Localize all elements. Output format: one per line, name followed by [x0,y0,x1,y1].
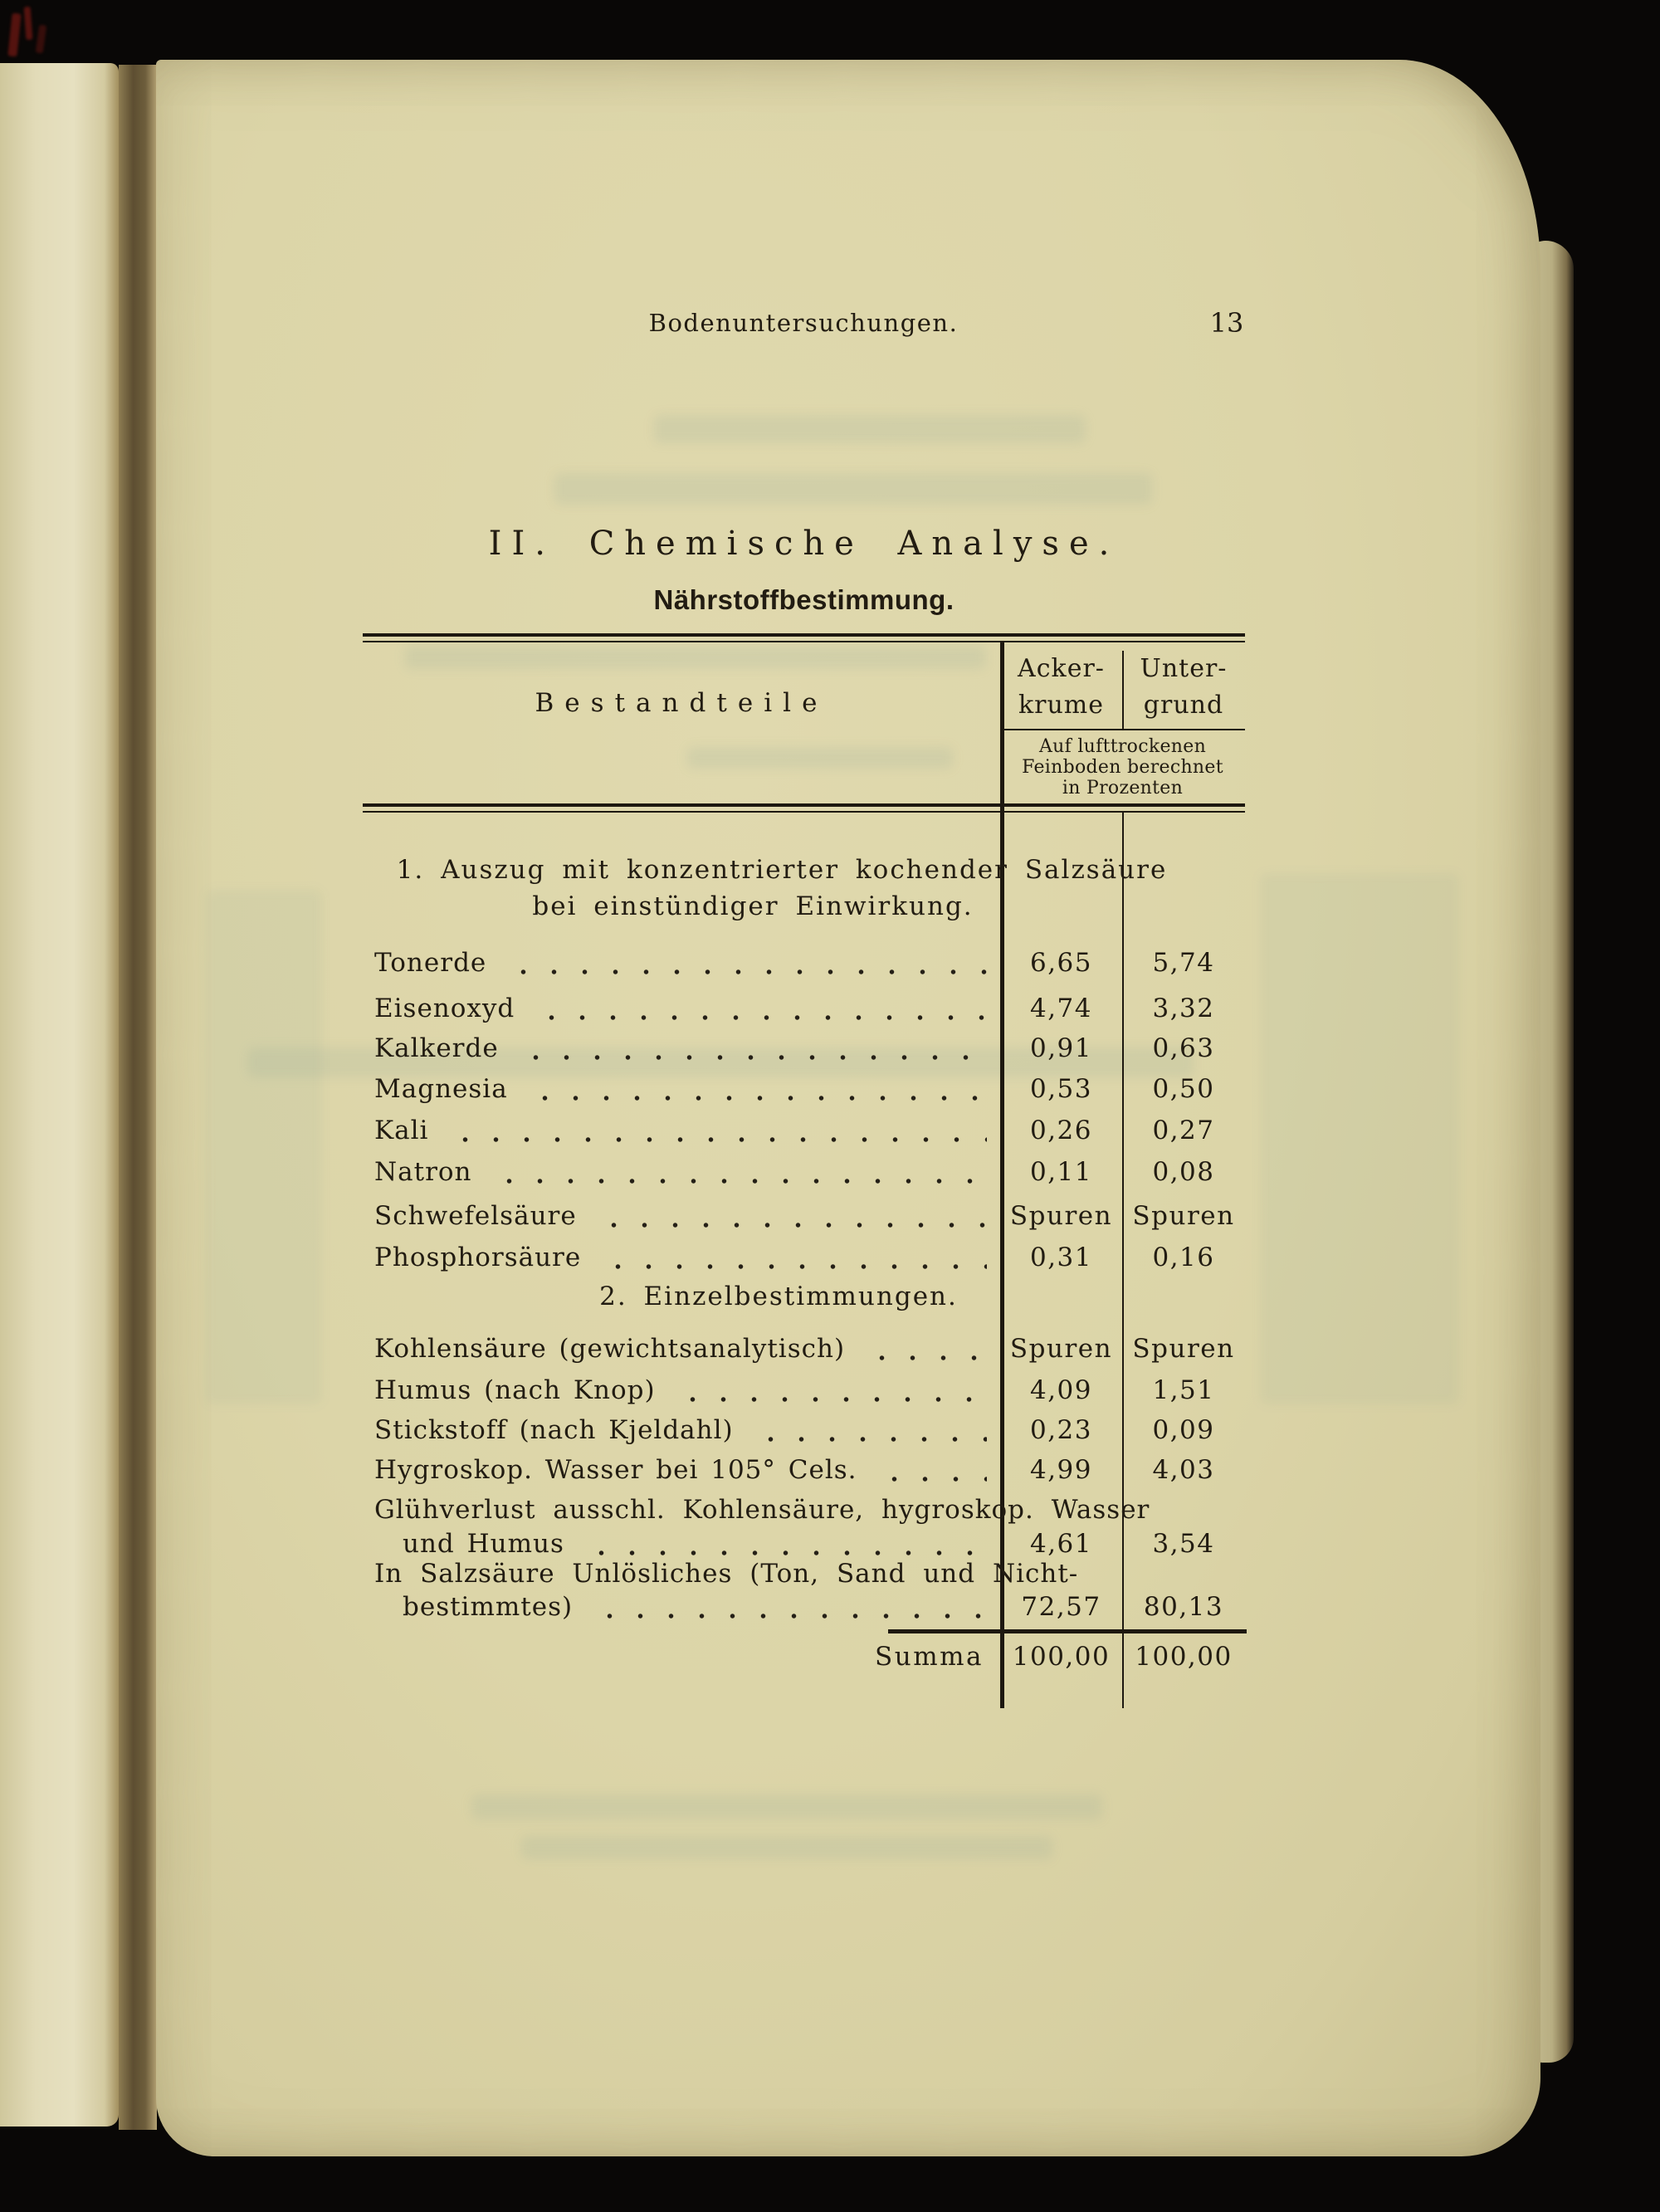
untergrund-value: 0,09 [1152,1415,1215,1445]
column-header-untergrund-line1: Unter- [1140,654,1228,683]
bleed-through-smudge [687,747,953,769]
column-subheader-line2: Feinboden berechnet [1022,757,1223,778]
book-page [156,60,1540,2156]
dot-leader [862,1355,987,1360]
summa-row [363,1635,1245,1678]
column-subheader [1000,736,1245,801]
row-label: Kali [374,1116,429,1145]
dot-leader [874,1477,988,1482]
table-row [363,1109,1245,1152]
table-row [363,987,1245,1030]
adjacent-page-edge [0,63,119,2127]
dot-leader [515,1055,987,1060]
dot-leader [593,1223,987,1228]
untergrund-value: 3,32 [1152,994,1215,1023]
table-caption: Nährstoffbestimmung. [653,584,954,615]
dot-leader [531,1015,987,1020]
ackerkrume-value: 4,99 [1029,1455,1093,1485]
row-label: Magnesia [374,1074,508,1104]
table-row [363,1327,1245,1370]
edge-red-mark [7,13,21,57]
section1-heading-line1: 1. Auszug mit konzentrierter kochender Salzsäure [396,855,1168,885]
table-row [363,1236,1245,1279]
dot-leader [525,1096,987,1101]
ackerkrume-value: 0,91 [1029,1033,1093,1063]
column-header-ackerkrume-line2: krume [1018,691,1105,720]
ackerkrume-value: Spuren [1009,1201,1113,1231]
dot-leader [503,969,987,974]
table-row [363,1448,1245,1492]
row-label: Eisenoxyd [374,994,515,1023]
table-top-rule-thick [363,633,1245,637]
column-header-untergrund-line2: grund [1143,691,1224,720]
untergrund-value: 80,13 [1143,1592,1224,1622]
section1-heading-line2: bei einstündiger Einwirkung. [532,891,974,921]
summa-label: Summa [875,1642,984,1672]
row-label: Glühverlust ausschl. Kohlensäure, hygroskop. Wasser [374,1495,1150,1525]
row-label: Stickstoff (nach Kjeldahl) [374,1415,734,1445]
row-label: Hygroskop. Wasser bei 105° Cels. [374,1455,857,1485]
summa-ackerkrume-value: 100,00 [1012,1642,1111,1672]
untergrund-value: 3,54 [1152,1529,1215,1559]
row-label: Schwefelsäure [374,1201,577,1231]
untergrund-value: 0,27 [1152,1116,1215,1145]
table-row [363,1369,1245,1412]
row-label: Tonerde [374,948,487,978]
ackerkrume-value: 4,74 [1029,994,1093,1023]
bleed-through-smudge [471,1795,1102,1819]
bleed-through-smudge [654,415,1086,443]
column-header-ackerkrume [1000,651,1122,727]
table-row [363,941,1245,984]
bleed-through-smudge [554,473,1152,505]
untergrund-value: 1,51 [1152,1375,1215,1405]
bleed-through-smudge [405,646,986,669]
table-row [363,1409,1245,1452]
table-row-line2 [363,1585,1245,1628]
table-row [363,1194,1245,1238]
header-bottom-rule-thin [363,811,1245,813]
untergrund-value: Spuren [1132,1334,1235,1364]
bleed-through-smudge [1260,873,1459,1404]
edge-red-mark [36,25,47,54]
untergrund-value: 4,03 [1152,1455,1215,1485]
untergrund-value: 0,08 [1152,1157,1215,1187]
row-label: In Salzsäure Unlösliches (Ton, Sand und Nicht- [374,1559,1079,1589]
section2-heading: 2. Einzelbestimmungen. [599,1282,958,1311]
page-number: 13 [1209,307,1244,339]
table-row [363,1067,1245,1111]
book-gutter-shadow [119,65,157,2130]
column-subheader-line1: Auf lufttrockenen [1038,736,1207,757]
column-header-ackerkrume-line1: Acker- [1018,654,1105,683]
untergrund-value: 0,16 [1152,1243,1215,1272]
ackerkrume-value: 4,61 [1029,1529,1093,1559]
ackerkrume-value: 6,65 [1029,948,1093,978]
summa-separator-rule [888,1629,1247,1633]
ackerkrume-value: 0,26 [1029,1116,1093,1145]
row-label-continued: bestimmtes) [403,1592,574,1622]
row-label: Kalkerde [374,1033,499,1063]
ackerkrume-value: Spuren [1009,1334,1113,1364]
table-row [363,1027,1245,1070]
dot-leader [445,1137,987,1142]
row-label: Phosphorsäure [374,1243,582,1272]
bleed-through-smudge [521,1836,1052,1859]
ackerkrume-value: 0,53 [1029,1074,1093,1104]
ackerkrume-value: 0,23 [1029,1415,1093,1445]
row-label-continued: und Humus [403,1529,564,1559]
table-row [363,1150,1245,1194]
untergrund-value: Spuren [1132,1201,1235,1231]
row-label: Kohlensäure (gewichtsanalytisch) [374,1334,846,1364]
header-bottom-rule-thick [363,803,1245,807]
ackerkrume-value: 0,31 [1029,1243,1093,1272]
untergrund-value: 5,74 [1152,948,1215,978]
bleed-through-smudge [206,890,322,1404]
summa-untergrund-value: 100,00 [1135,1642,1233,1672]
dot-leader [750,1437,987,1442]
dot-leader [672,1397,987,1402]
table-top-rule-thin [363,641,1245,642]
dot-leader [598,1264,987,1269]
column-subheader-line3: in Prozenten [1062,778,1184,798]
ackerkrume-value: 4,09 [1029,1375,1093,1405]
column-header-components: Bestandteile [535,688,828,718]
column-header-untergrund [1122,651,1245,727]
section-title: II. Chemische Analyse. [488,525,1120,563]
edge-red-mark [24,7,33,40]
running-header: Bodenuntersuchungen. [648,309,959,337]
untergrund-value: 0,50 [1152,1074,1215,1104]
row-label: Humus (nach Knop) [374,1375,656,1405]
ackerkrume-value: 72,57 [1021,1592,1101,1622]
row-label: Natron [374,1157,472,1187]
dot-leader [589,1614,987,1619]
dot-leader [489,1179,987,1184]
untergrund-value: 0,63 [1152,1033,1215,1063]
ackerkrume-value: 0,11 [1029,1157,1093,1187]
